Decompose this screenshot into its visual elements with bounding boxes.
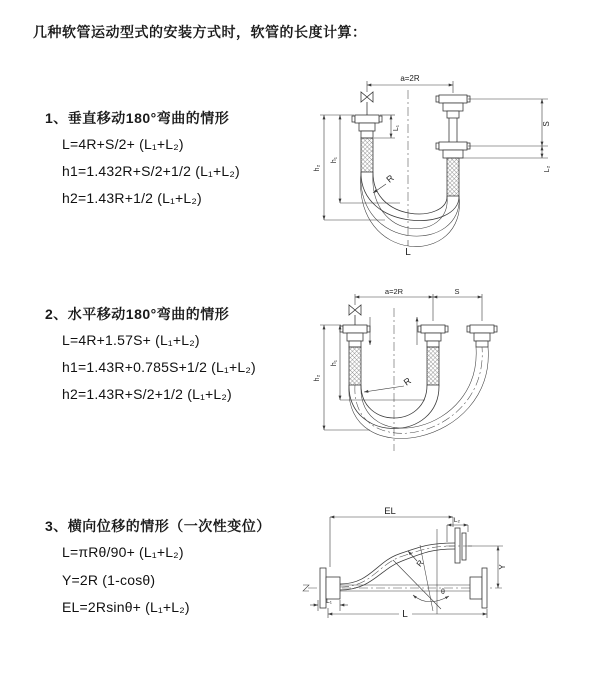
dim-label-a2r: a=2R — [400, 74, 420, 83]
dim-label-l2: L₂ — [453, 517, 461, 524]
dim-label-a2r: a=2R — [384, 287, 404, 296]
dim-label-y: Y — [498, 564, 507, 570]
flange-upper — [446, 528, 474, 563]
section-1-heading: 1、垂直移动180°弯曲的情形 — [45, 110, 230, 126]
formula-line: Y=2R (1-cosθ) — [62, 572, 156, 588]
hose-u-curves — [361, 172, 460, 247]
page-title: 几种软管运动型式的安装方式时，软管的长度计算： — [33, 24, 367, 40]
dim-label-l-total: L — [402, 609, 408, 620]
dim-label-s: S — [542, 121, 551, 127]
flange-middle — [418, 325, 448, 385]
dimension-l1 — [310, 598, 348, 611]
dimension-l — [328, 608, 487, 620]
dimension-s — [460, 99, 551, 172]
valve-icon — [349, 305, 361, 325]
hose-braid — [427, 347, 439, 385]
radius-leader — [364, 375, 413, 392]
formula-line: L=4R+1.57S+ (L₁+L₂) — [62, 332, 200, 348]
dim-label-r: R — [384, 172, 396, 185]
dim-label-l-total: L — [405, 247, 411, 258]
dim-label-s: S — [454, 287, 460, 296]
formula-line: h2=1.43R+1/2 (L₁+L₂) — [62, 190, 202, 206]
diagram-vertical-180-bend — [310, 68, 580, 258]
dim-label-r: R — [414, 558, 426, 569]
valve-icon — [361, 92, 373, 115]
hose-s-curve — [340, 543, 455, 590]
flange-left — [340, 325, 370, 385]
dim-label-l1: L₁ — [393, 124, 400, 132]
dim-label-h2: h₂ — [314, 374, 321, 382]
formula-line: h2=1.43R+S/2+1/2 (L₁+L₂) — [62, 386, 232, 402]
flange-right — [467, 325, 497, 347]
formula-line: EL=2Rsinθ+ (L₁+L₂) — [62, 599, 190, 615]
angle-construction — [393, 529, 449, 614]
dimension-a2r — [367, 74, 453, 93]
dim-label-r: R — [401, 375, 413, 388]
dim-label-theta: θ — [441, 589, 445, 596]
diagram-horizontal-180-bend — [310, 283, 590, 468]
section-2-heading: 2、水平移动180°弯曲的情形 — [45, 306, 230, 322]
dim-label-l2: L₂ — [544, 165, 551, 173]
hose-braid — [361, 138, 373, 172]
hose-braid — [447, 158, 459, 196]
dim-label-l1: L₁ — [326, 598, 332, 605]
section-3-heading: 3、横向位移的情形（一次性变位） — [45, 518, 271, 534]
dimension-a2r — [355, 287, 482, 321]
formula-line: h1=1.43R+0.785S+1/2 (L₁+L₂) — [62, 359, 256, 375]
flange-right — [470, 568, 487, 608]
dimension-h1-h2 — [314, 115, 400, 220]
dim-label-el: EL — [384, 506, 396, 517]
dim-label-h1: h₁ — [331, 156, 338, 164]
formula-line: h1=1.432R+S/2+1/2 (L₁+L₂) — [62, 163, 240, 179]
formula-line: L=4R+S/2+ (L₁+L₂) — [62, 136, 184, 152]
dim-label-h1: h₁ — [331, 359, 338, 367]
flange-left — [352, 115, 382, 172]
formula-line: L=πRθ/90+ (L₁+L₂) — [62, 544, 184, 560]
dim-label-h2: h₂ — [314, 164, 321, 172]
hose-braid — [349, 347, 361, 385]
flange-right — [436, 95, 470, 196]
hose-u-curves — [349, 347, 488, 439]
diagram-lateral-displacement — [300, 505, 600, 650]
